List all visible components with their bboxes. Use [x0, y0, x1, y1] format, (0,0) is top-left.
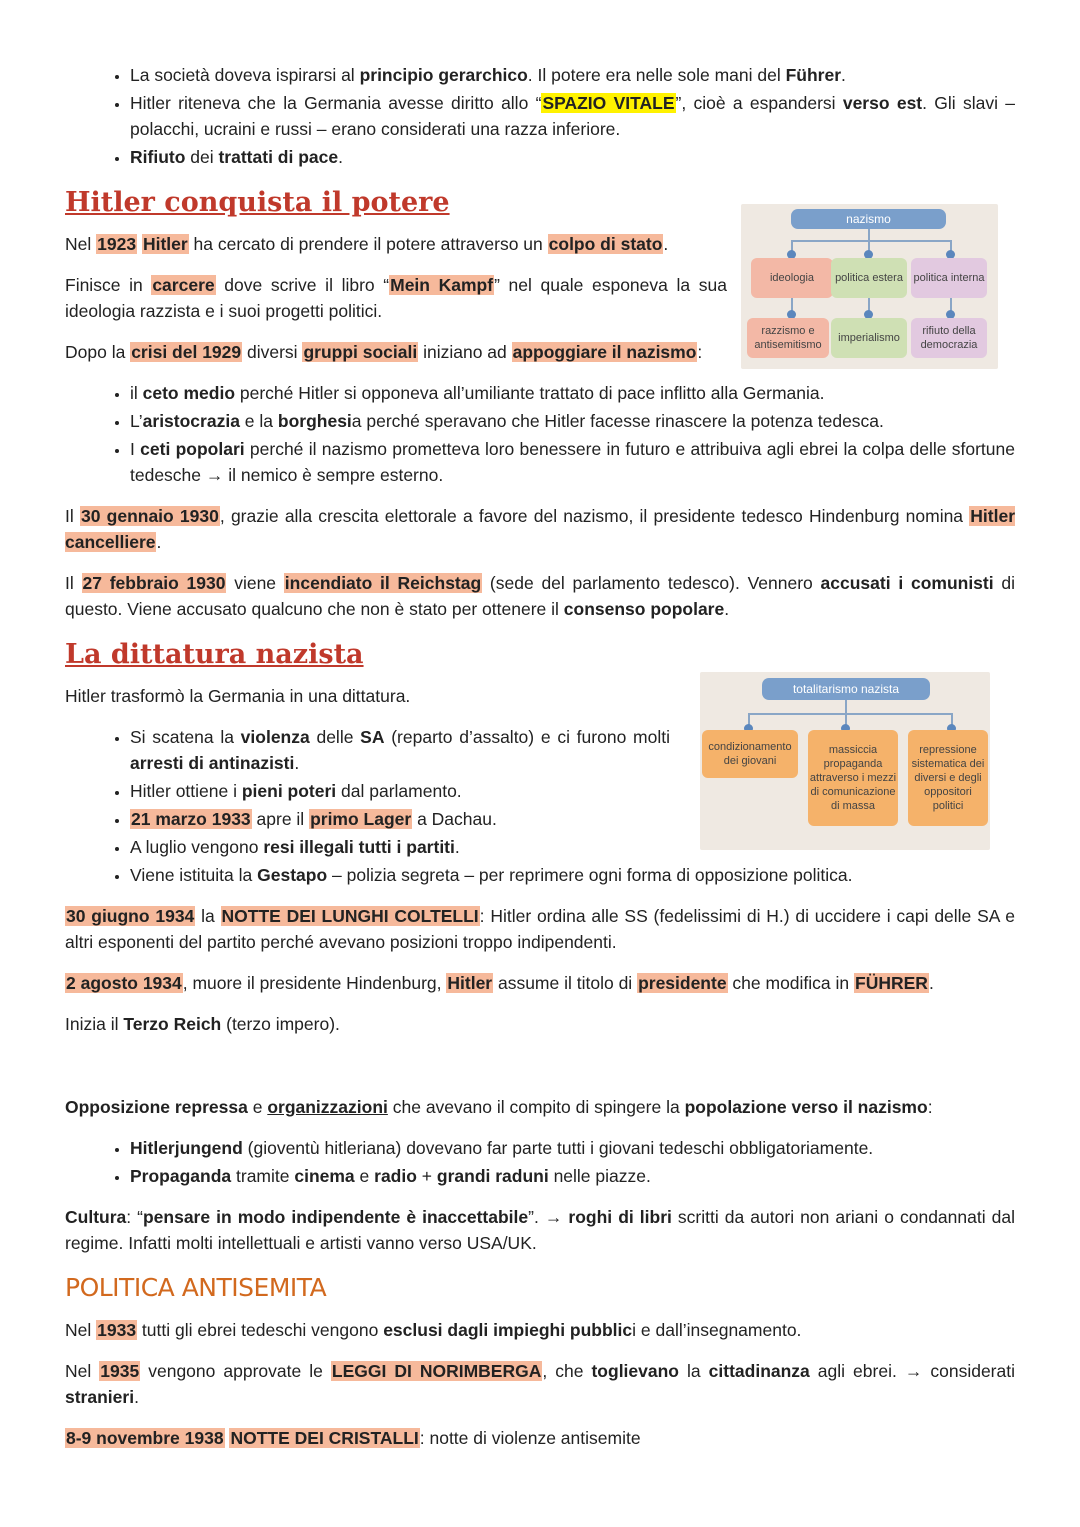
diagram-root-nazismo: nazismo [791, 209, 946, 229]
paragraph: 2 agosto 1934, muore il presidente Hindenburg, Hitler assume il titolo di presidente che modifica in FÜHRER. [66, 973, 934, 993]
paragraph: Cultura: “pensare in modo indipendente è inaccettabile”. → roghi di libri scritti da autori non ariani o condannati dal regime. Infatti molti intellettuali e artisti vanno verso USA/UK. [65, 1207, 1016, 1253]
diagram-box-propaganda: massiccia propaganda attraverso i mezzi di comunicazione di massa [808, 730, 898, 826]
intro-list [65, 62, 1015, 170]
diagram-box-razzismo: razzismo e antisemitismo [747, 318, 829, 358]
section-heading-antisemita: POLITICA ANTISEMITA [65, 1273, 327, 1302]
paragraph: Finisce in carcere dove scrive il libro “Mein Kampf” nel quale esponeva la sua ideologia razzista e i suoi progetti politici. [65, 275, 727, 321]
paragraph: Il 30 gennaio 1930, grazie alla crescita elettorale a favore del nazismo, il presidente tedesco Hindenburg nomina Hitler cancelliere. [65, 506, 1015, 552]
list-item: • Viene istituita la Gestapo – polizia segreta – per reprimere ogni forma di opposizione politica. [130, 862, 1015, 888]
list-item: • 21 marzo 1933 apre il primo Lager a Dachau. [130, 806, 1015, 832]
diagram-box-politica-interna: politica interna [911, 258, 987, 298]
list-item: • Propaganda tramite cinema e radio + grandi raduni nelle piazze. [130, 1163, 1015, 1189]
paragraph: Inizia il Terzo Reich (terzo impero). [65, 1014, 340, 1034]
list-item: • I ceti popolari perché il nazismo prometteva loro benessere in futuro e attribuiva agli ebrei la colpa delle sfortune tedesche → il nemico è sempre esterno. [130, 436, 1015, 488]
list-item: • Hitlerjungend (gioventù hitleriana) dovevano far parte tutti i giovani tedeschi obbligatoriamente. [130, 1135, 1015, 1161]
dictatorship-list [65, 724, 1015, 888]
paragraph: 8-9 novembre 1938 NOTTE DEI CRISTALLI: notte di violenze antisemite [66, 1428, 641, 1448]
list-item: • Rifiuto dei trattati di pace. [130, 144, 1015, 170]
list-item: • Si scatena la violenza delle SA (reparto d’assalto) e ci furono molti arresti di antinazisti. [130, 724, 670, 776]
diagram-box-repressione: repressione sistematica dei diversi e degli oppositori politici [908, 730, 988, 826]
paragraph: 30 giugno 1934 la NOTTE DEI LUNGHI COLTELLI: Hitler ordina alle SS (fedelissimi di H.) di uccidere i capi delle SA e altri esponenti del partito perché avevano posizioni troppo indipendenti. [65, 906, 1015, 952]
section-heading-conquista: Hitler conquista il potere [65, 187, 450, 218]
paragraph: Dopo la crisi del 1929 diversi gruppi sociali iniziano ad appoggiare il nazismo: [65, 342, 703, 362]
diagram-box-imperialismo: imperialismo [831, 318, 907, 358]
paragraph: Nel 1933 tutti gli ebrei tedeschi vengono esclusi dagli impieghi pubblici e dall’insegnamento. [65, 1320, 802, 1340]
diagram-box-rifiuto-democrazia: rifiuto della democrazia [911, 318, 987, 358]
list-item: • La società doveva ispirarsi al principio gerarchico. Il potere era nelle sole mani del Führer. [130, 62, 1015, 88]
propaganda-list [65, 1135, 1015, 1189]
section-heading-dittatura: La dittatura nazista [65, 639, 364, 670]
paragraph: Il 27 febbraio 1930 viene incendiato il Reichstag (sede del parlamento tedesco). Vennero accusati i comunisti di questo. Viene accusato qualcuno che non è stato per ottenere il consenso popolare. [65, 573, 1015, 619]
paragraph: Hitler trasformò la Germania in una dittatura. [65, 686, 411, 706]
list-item: • il ceto medio perché Hitler si opponeva all’umiliante trattato di pace inflitto alla Germania. [130, 380, 1015, 406]
list-item: • Hitler riteneva che la Germania avesse diritto allo “SPAZIO VITALE”, cioè a espandersi verso est. Gli slavi – polacchi, ucraini e russi – erano considerati una razza inferiore. [130, 90, 1015, 142]
paragraph: Nel 1923 Hitler ha cercato di prendere il potere attraverso un colpo di stato. [65, 234, 669, 254]
paragraph: Opposizione repressa e organizzazioni che avevano il compito di spingere la popolazione verso il nazismo: [65, 1097, 933, 1117]
paragraph: Nel 1935 vengono approvate le LEGGI DI NORIMBERGA, che toglievano la cittadinanza agli ebrei. → considerati stranieri. [65, 1361, 1015, 1407]
list-item: • Hitler ottiene i pieni poteri dal parlamento. [130, 778, 1015, 804]
diagram-box-politica-estera: politica estera [831, 258, 907, 298]
social-groups-list [65, 380, 1015, 488]
diagram-box-giovani: condizionamento dei giovani [702, 730, 798, 778]
diagram-root-totalitarismo: totalitarismo nazista [762, 678, 930, 700]
document-body [65, 62, 1015, 1466]
list-item: • L’aristocrazia e la borghesia perché speravano che Hitler facesse rinascere la potenza tedesca. [130, 408, 1015, 434]
diagram-box-ideologia: ideologia [751, 258, 833, 298]
list-item: • A luglio vengono resi illegali tutti i partiti. [130, 834, 1015, 860]
